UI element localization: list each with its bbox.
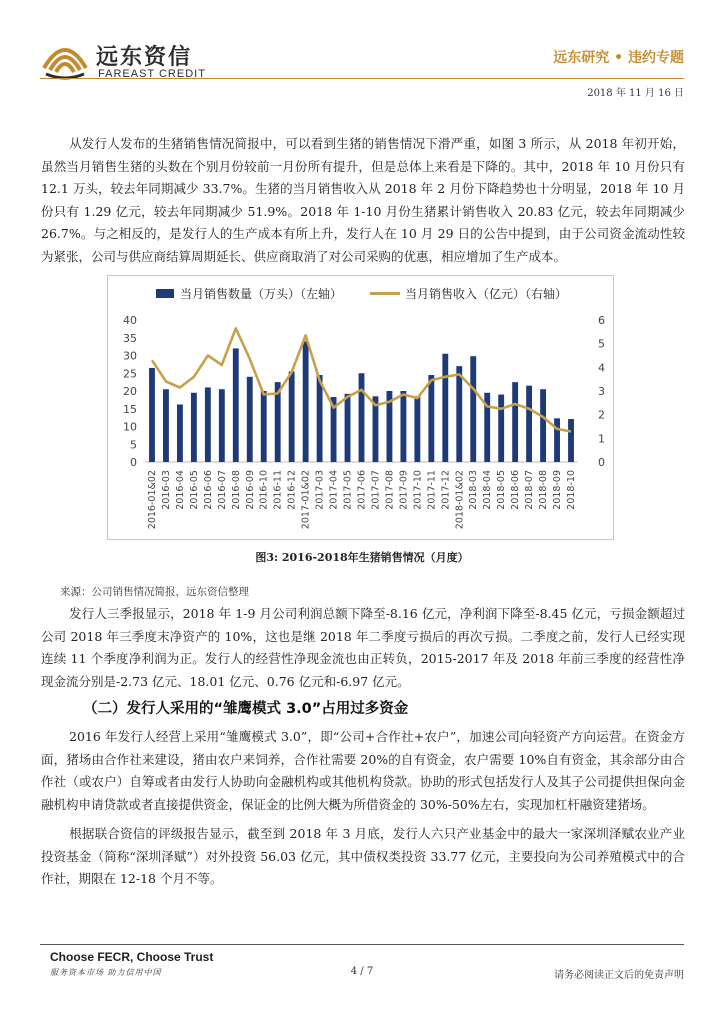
paragraph-3 [41,726,685,816]
x-tick-label: 2018-05 [496,470,508,510]
x-tick-label: 2016-12 [286,470,298,510]
y-left-tick-label: 0 [130,456,137,469]
footer-slogan: Choose FECR, Choose Trust [50,950,214,964]
x-tick-label: 2016-10 [258,470,270,510]
bar [163,389,169,462]
bar [205,387,211,462]
bar [568,419,574,462]
page-header [0,0,724,110]
bar [428,375,434,462]
y-right-tick-label: 3 [598,385,605,398]
y-right-tick-label: 2 [598,408,605,422]
bar [470,356,476,462]
bar [317,375,323,462]
bar [526,386,532,462]
bar [345,394,351,462]
figure-caption: 图3: 2016-2018年生猪销售情况（月度） [255,551,469,564]
legend-bar-label: 当月销售数量（万头）（左轴） [180,287,343,301]
x-tick-label: 2016-05 [188,470,200,510]
x-tick-label: 2018-04 [482,470,494,510]
bar [289,371,295,462]
bar [540,389,546,462]
paragraph-1-text: 从发行人发布的生猪销售情况简报中，可以看到生猪的销售情况下滑严重，如图 3 所示，从 2018 年初开始，虽然当月销售生猪的头数在个别月份较前一月份所有提升，但是总体上来看是下降的。其中，2018 年 10 月份只有 12.1 万头，较去年同期减少 33.7%。生猪的当月销售收入从 2018 年 2 月份下降趋势也十分明显，2018 年 10 月份只有 1.29 亿元，较去年同期减少 51.9%。2018 年 1-10 月份生猪累计销售收入 20.83 亿元，较去年同期减少 26.7%。与之相反的，是发行人的生产成本有所上升，发行人在 10 月 29 日的公告中提到，由于公司资金流动性较为紧张，公司与供应商结算周期延长、供应商取消了对公司采购的优惠，相应增加了生产成本。 [41,136,685,264]
bar [359,373,365,462]
x-tick-label: 2017-01&02 [300,470,312,530]
bar [498,395,504,462]
x-tick-label: 2016-07 [216,470,228,510]
bar [512,382,518,462]
x-tick-label: 2018-10 [566,470,578,510]
bar [442,354,448,462]
footer-divider [40,944,684,945]
x-tick-label: 2016-11 [272,470,284,510]
y-left-tick-label: 35 [123,331,137,345]
x-tick-label: 2016-08 [230,470,242,510]
report-date: 2018 年 11 月 16 日 [587,88,684,99]
x-tick-label: 2017-12 [440,470,452,510]
y-right-tick-label: 5 [598,337,605,351]
figure-source: 来源：公司销售情况简报，远东资信整理 [60,586,249,598]
sales-chart [107,275,614,540]
y-right-tick-label: 0 [598,456,605,469]
y-left-tick-label: 40 [123,314,137,327]
bar [149,368,155,462]
y-left-tick-label: 5 [130,438,137,452]
x-tick-label: 2016-09 [244,470,256,510]
y-left-tick-label: 10 [123,420,137,434]
disclaimer-link[interactable]: 请务必阅读正文后的免责声明 [554,970,684,981]
page-number: 4 / 7 [350,966,374,977]
section-tag: 远东研究 • 违约专题 [553,50,684,66]
x-tick-label: 2017-05 [342,470,354,510]
paragraph-1 [41,133,685,269]
bar [191,393,197,462]
bar [219,389,225,462]
y-right-tick-label: 4 [598,361,605,375]
x-tick-label: 2018-07 [524,470,536,510]
y-left-tick-label: 20 [123,385,137,398]
y-left-tick-label: 15 [123,402,137,416]
x-tick-label: 2017-07 [370,470,382,510]
legend-line-label: 当月销售收入（亿元）（右轴） [405,287,568,301]
logo-name-cn: 远东资信 [96,45,193,70]
bar [414,396,420,462]
x-tick-label: 2016-04 [174,470,186,510]
x-tick-label: 2018-08 [538,470,550,510]
footer-slogan-sub: 服务资本市场 助力信用中国 [50,968,162,977]
x-tick-label: 2017-11 [426,470,438,510]
x-tick-label: 2016-01&02 [146,470,158,530]
x-tick-label: 2018-09 [552,470,564,510]
y-left-tick-label: 30 [123,349,137,363]
bar [261,391,267,462]
legend-bar-swatch [156,289,174,298]
x-tick-label: 2016-06 [202,470,214,510]
logo-name-en: FAREAST CREDIT [98,68,206,80]
x-tick-label: 2017-08 [384,470,396,510]
paragraph-4 [41,823,685,891]
chart-canvas [108,276,613,539]
fecr-logo-icon [40,38,90,80]
y-right-tick-label: 6 [598,314,605,327]
section-subheading: （二）发行人采用的“雏鹰模式 3.0”占用过多资金 [83,701,409,717]
x-tick-label: 2016-03 [160,470,172,510]
x-tick-label: 2017-09 [398,470,410,510]
paragraph-2 [41,603,685,693]
x-tick-label: 2018-03 [468,470,480,510]
bar [247,377,253,462]
y-right-tick-label: 1 [598,432,605,446]
bar [303,341,309,462]
paragraph-4-text: 根据联合资信的评级报告显示，截至到 2018 年 3 月底，发行人六只产业基金中的最大一家深圳泽赋农业产业投资基金（简称“深圳泽赋”）对外投资 56.03 亿元，其中债权类投资 33.77 亿元，主要投向为公司养殖模式中的合作社，期限在 12-18 个月不等。 [41,826,685,887]
x-tick-label: 2017-06 [356,470,368,510]
bar [554,418,560,462]
bar [177,404,183,462]
bar [456,366,462,462]
x-tick-label: 2018-06 [510,470,522,510]
header-divider [40,78,684,79]
x-tick-label: 2018-01&02 [454,470,466,530]
paragraph-2-text: 发行人三季报显示，2018 年 1-9 月公司利润总额下降至-8.16 亿元，净利润下降至-8.45 亿元，亏损金额超过公司 2018 年三季度末净资产的 10%，这也是继 2018 年二季度亏损后的再次亏损。二季度之前，发行人已经实现连续 11 个季度净利润为正。发行人的经营性净现金流也由正转负，2015-2017 年及 2018 年前三季度的经营性净现金流分别是-2.73 亿元、18.01 亿元、0.76 亿元和-6.97 亿元。 [41,606,685,689]
bar [400,391,406,462]
x-tick-label: 2017-04 [328,470,340,510]
bar [233,348,239,462]
y-left-tick-label: 25 [123,367,137,381]
paragraph-3-text: 2016 年发行人经营上采用“雏鹰模式 3.0”，即“公司+合作社+农户”，加速公司向轻资产方向运营。在资金方面，猪场由合作社来建设，猪由农户来饲养，合作社需要 20%的自有资金，农户需要 10%自有资金，其余部分由合作社（或农户）自筹或者由发行人协助向金融机构或其他机构贷款。协助的形式包括发行人及其子公司提供担保向金融机构申请贷款或者直接提供资金，保证金的比例大概为所借资金的 30%-50%左右，实现加杠杆融资建猪场。 [41,729,685,812]
x-tick-label: 2017-10 [412,470,424,510]
x-tick-label: 2017-03 [314,470,326,510]
